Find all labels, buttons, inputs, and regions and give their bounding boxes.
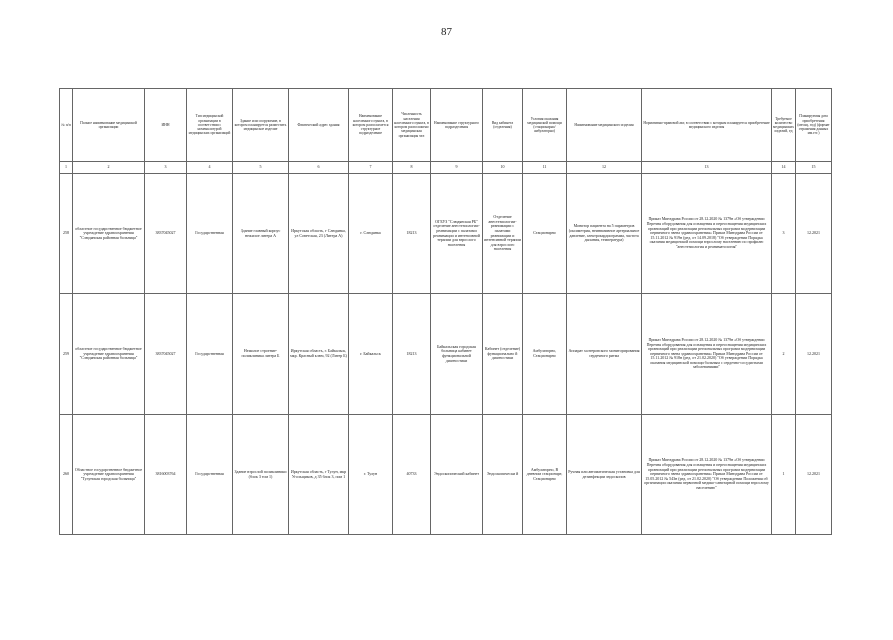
structural-unit: ОГБУЗ "Слюдянская РБ" отделение анестезиологии-реанимации с палатами реанимации и интенсивной терапии для взрослого населения [431, 174, 483, 294]
header-cell: Наименование населенного пункта, в котором располагается структурное подразделение [349, 89, 393, 162]
address: Иркутская область, г. Байкальск, мкр. Красный ключ, 92 (Литер Б) [289, 294, 349, 415]
page-number: 87 [441, 26, 452, 38]
column-number: 5 [233, 162, 289, 174]
header-cell: Полное наименование медицинской организации [73, 89, 145, 162]
population: 18213 [393, 294, 431, 415]
legal-act: Приказ Минздрава России от 28.12.2020 № 1379н «Об утверждении Перечня оборудования для оснащения и переоснащения медицинских организаций при реализации региональных программ модернизации первичного звена здравоохранения» Приказ Минздрава России от 15.11.2012 № 918н (ред. от 21.02.2020) "Об утверждении Порядка оказания медицинской помощи больным с сердечно-сосудистыми заболеваниями" [642, 294, 772, 415]
medical-device: Монитор пациента на 5 параметров (оксиметрия, неинвазивное артериальное давление, электрокардиограмма, частота дыхания, температура) [567, 174, 642, 294]
column-number: 8 [393, 162, 431, 174]
table-row [60, 174, 832, 294]
header-cell: Условия оказания медицинской помощи (стационарно/амбулаторно) [523, 89, 567, 162]
settlement: г. Слюдянка [349, 174, 393, 294]
column-number: 9 [431, 162, 483, 174]
quantity: 2 [772, 294, 796, 415]
purchase-date: 12.2021 [796, 415, 832, 535]
column-number: 4 [187, 162, 233, 174]
settlement: г. Байкальск [349, 294, 393, 415]
column-number: 12 [567, 162, 642, 174]
inn: 3816003764 [145, 415, 187, 535]
column-number: 10 [483, 162, 523, 174]
address: Иркутская область, г Слюдянка, ул Советская, 23 (Литера А) [289, 174, 349, 294]
org-name: областное государственное бюджетное учреждение здравоохранения "Слюдянская районная больница" [73, 174, 145, 294]
purchase-date: 12.2021 [796, 174, 832, 294]
medical-device: Аппарат холтеровского мониторирования сердечного ритма [567, 294, 642, 415]
column-number: 14 [772, 162, 796, 174]
header-cell: Вид кабинета (отделения) [483, 89, 523, 162]
row-number: 259 [60, 294, 73, 415]
quantity: 3 [772, 174, 796, 294]
column-number: 2 [73, 162, 145, 174]
org-name: областное государственное бюджетное учреждение здравоохранения "Слюдянская районная больница" [73, 294, 145, 415]
inn: 3837045027 [145, 294, 187, 415]
header-cell: Наименование структурного подразделения [431, 89, 483, 162]
header-cell: ИНН [145, 89, 187, 162]
org-type: Государственная [187, 174, 233, 294]
column-number-row [60, 162, 832, 174]
care-conditions: Стационарно [523, 174, 567, 294]
population: 40733 [393, 415, 431, 535]
header-cell: Наименование медицинского изделия [567, 89, 642, 162]
population: 18213 [393, 174, 431, 294]
table-row [60, 415, 832, 535]
care-conditions: Амбулаторно, Стационарно [523, 294, 567, 415]
purchase-date: 12.2021 [796, 294, 832, 415]
header-row [60, 89, 832, 162]
row-number: 260 [60, 415, 73, 535]
header-cell: № п/п [60, 89, 73, 162]
address: Иркутская область, г Тулун, мкр Угольщиков, д 35 блок 3, пом 1 [289, 415, 349, 535]
column-number: 11 [523, 162, 567, 174]
column-number: 3 [145, 162, 187, 174]
table-row [60, 294, 832, 415]
cabinet-type: Эндоскопически й [483, 415, 523, 535]
cabinet-type: Кабинет (отделение) функционально й диагностики [483, 294, 523, 415]
medical-device: Ручная или автоматическая установка для дезинфекции эндоскопов [567, 415, 642, 535]
org-name: Областное государственное бюджетное учреждение здравоохранения "Тулунская городская больница" [73, 415, 145, 535]
building: Нежилое строение-поликлиника литера Б [233, 294, 289, 415]
header-cell: Планируемая дата приобретения (месяц, год) (формат отражения данных мм.ггг.) [796, 89, 832, 162]
building: Здание взрослой поликлиники (блок 3 том 1) [233, 415, 289, 535]
structural-unit: Байкальская городская больница кабинет функциональной диагностики [431, 294, 483, 415]
org-type: Государственная [187, 294, 233, 415]
header-cell: Тип медицинской организации в соответствии с номенклатурой медицинских организаций [187, 89, 233, 162]
header-cell: Нормативно-правовой акт, в соответствии с которым планируется приобретение медицинского изделия [642, 89, 772, 162]
header-cell: Здание или сооружение, в котором планируется разместить медицинское изделие [233, 89, 289, 162]
quantity: 1 [772, 415, 796, 535]
row-number: 258 [60, 174, 73, 294]
column-number: 6 [289, 162, 349, 174]
column-number: 13 [642, 162, 772, 174]
care-conditions: Амбулаторно, В дневном стационаре, Стационарно [523, 415, 567, 535]
legal-act: Приказ Минздрава России от 28.12.2020 № 1379н «Об утверждении Перечня оборудования для оснащения и переоснащения медицинских организаций при реализации региональных программ модернизации первичного звена здравоохранения» Приказ Минздрава России от 15.05.2012 № 543н (ред. от 21.02.2020) "Об утверждении Положения об организации оказания первичной медико-санитарной помощи взрослому населению" [642, 415, 772, 535]
header-cell: Требуемое количество медицинских изделий, ед [772, 89, 796, 162]
building: Здание главный корпус нежилое литера А [233, 174, 289, 294]
structural-unit: Эндоскопический кабинет [431, 415, 483, 535]
org-type: Государственная [187, 415, 233, 535]
legal-act: Приказ Минздрава России от 28.12.2020 № 1379н «Об утверждении Перечня оборудования для оснащения и переоснащения медицинских организаций при реализации региональных программ модернизации первичного звена здравоохранения» Приказ Минздрава России от 15.11.2012 № 919н (ред. от 14.09.2018) "Об утверждении Порядка оказания медицинской помощи взрослому населению по профилю "анестезиология и реаниматология" [642, 174, 772, 294]
cabinet-type: Отделение анестезиологии-реанимации с палатами реанимации и интенсивной терапии для взрослого населения [483, 174, 523, 294]
column-number: 1 [60, 162, 73, 174]
settlement: г. Тулун [349, 415, 393, 535]
header-cell: Численность населения населенного пункта, в котором расположено медицинская организация чел [393, 89, 431, 162]
registry-table [59, 88, 832, 535]
column-number: 15 [796, 162, 832, 174]
header-cell: Фактический адрес здания [289, 89, 349, 162]
inn: 3837045027 [145, 174, 187, 294]
column-number: 7 [349, 162, 393, 174]
